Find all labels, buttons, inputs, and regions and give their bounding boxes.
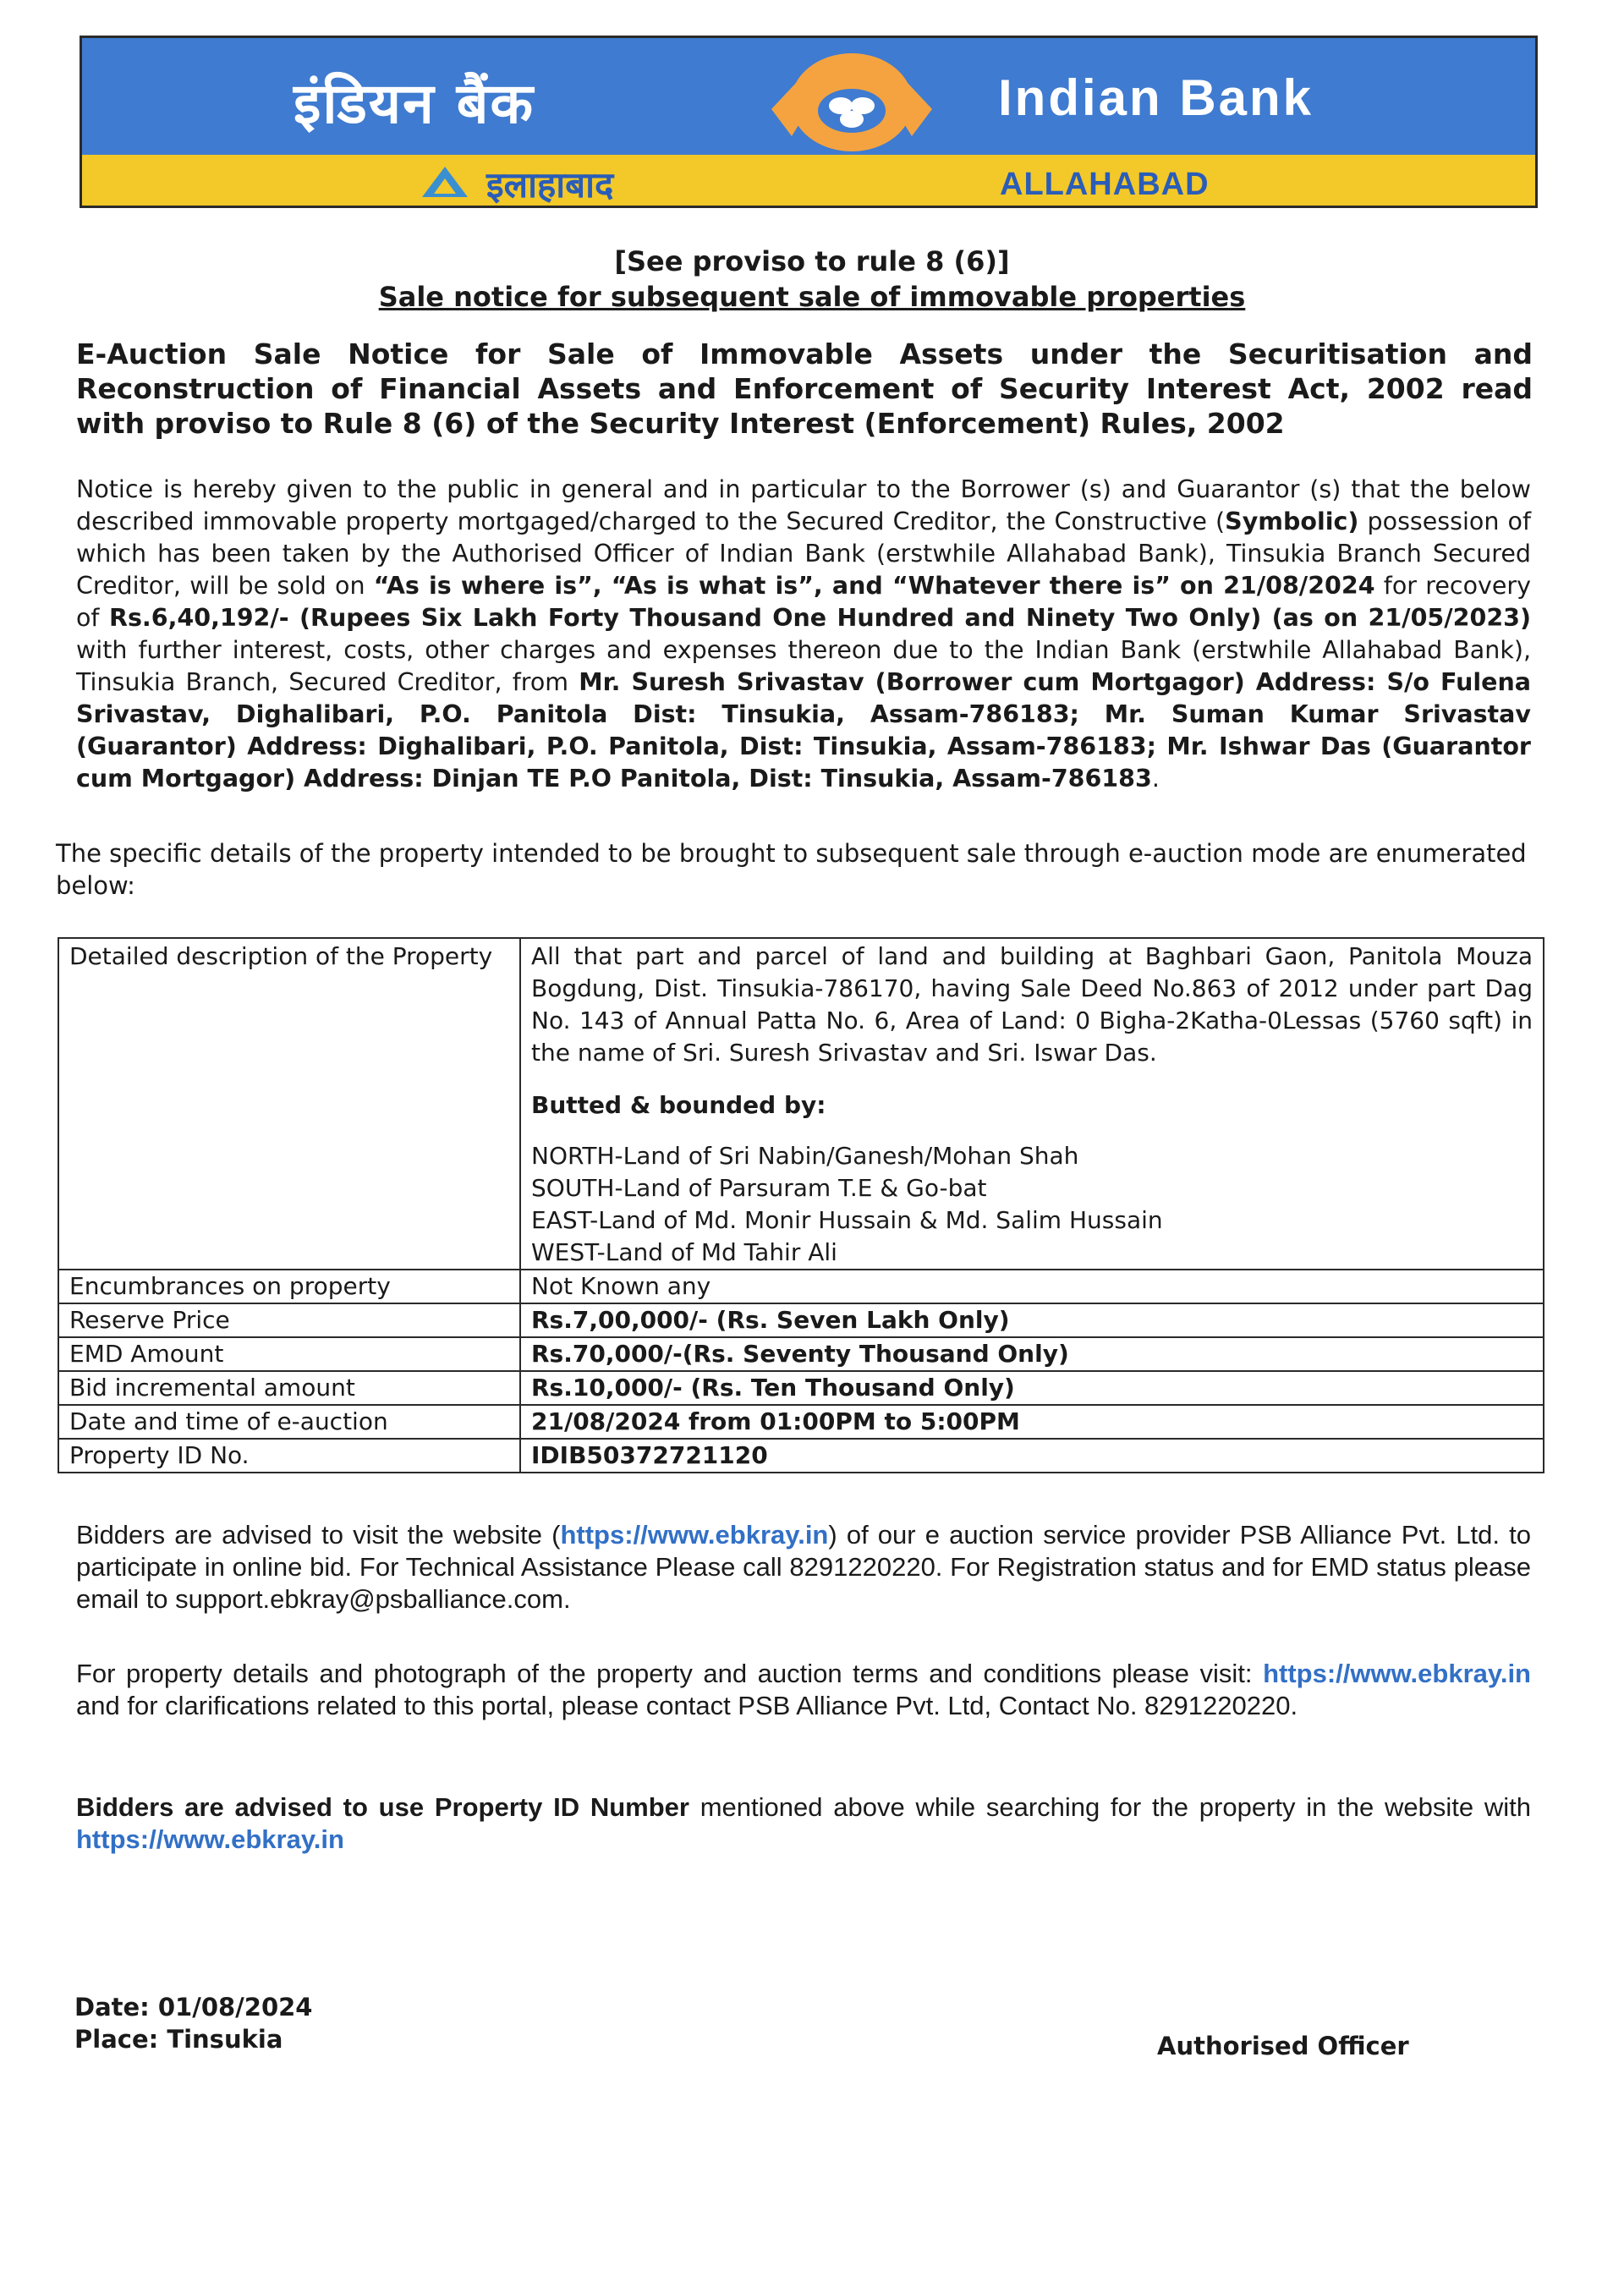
table-row (58, 1337, 1544, 1371)
allahabad-logo-icon (419, 163, 471, 200)
reserve-price-value: Rs.7,00,000/- (Rs. Seven Lakh Only) (520, 1303, 1544, 1337)
property-id-value: IDIB50372721120 (520, 1439, 1544, 1473)
indian-bank-logo-icon (763, 48, 941, 158)
description-label (58, 938, 520, 1270)
property-id-label: Property ID No. (58, 1439, 520, 1473)
property-details-table (58, 937, 1544, 1473)
allahabad-name-hindi: इलाहाबाद (486, 164, 614, 206)
intro-bold-symbolic: Symbolic) (1225, 507, 1359, 535)
date-place-block (74, 1991, 312, 2055)
bidders-text-2a: For property details and photograph of the property and auction terms and conditions please visit: (76, 1659, 1264, 1688)
table-row (58, 1405, 1544, 1439)
encumbrances-value: Not Known any (520, 1270, 1544, 1303)
auction-datetime-value: 21/08/2024 from 01:00PM to 5:00PM (520, 1405, 1544, 1439)
table-row (58, 1270, 1544, 1303)
notice-date: Date: 01/08/2024 (74, 1993, 313, 2021)
emd-amount-label: EMD Amount (58, 1337, 520, 1371)
bidders-website-paragraph (76, 1519, 1531, 1616)
table-row (58, 1303, 1544, 1337)
bank-name-hindi: इंडियन बैंक (294, 71, 535, 136)
intro-text-2: possession of which has been taken by the Authorised Officer of Indian Bank (erstwhile Allahabad Bank), Tinsukia Branch Secured Creditor, will be sold on (76, 507, 1532, 600)
description-label-text: Detailed description of the Property (69, 942, 493, 970)
intro-text-4: with further interest, costs, other charges and expenses thereon due to the Indian Bank (erstwhile Allahabad Bank), Tinsukia Branch, Secured Creditor, from (76, 636, 1531, 696)
bidders-text-1a: Bidders are advised to visit the website ( (76, 1520, 561, 1550)
proviso-heading: [See proviso to rule 8 (6)] (614, 245, 1010, 277)
property-description: All that part and parcel of land and building at Baghbari Gaon, Panitola Mouza Bogdung, Dist. Tinsukia-786170, having Sale Deed No.863 of 2012 under part Dag No. 143 of Annual Patta No. 6, Area of Land: 0 Bigha-2Katha-0Lessas (5760 sqft) in the name of Sri. Suresh Srivastav and Sri. Iswar Das. (531, 942, 1533, 1067)
table-row (58, 938, 1544, 1270)
table-row (58, 1439, 1544, 1473)
bid-increment-value: Rs.10,000/- (Rs. Ten Thousand Only) (520, 1371, 1544, 1405)
bidders-bold-advice: Bidders are advised to use Property ID Number (76, 1792, 689, 1822)
boundary-north: NORTH-Land of Sri Nabin/Ganesh/Mohan Shah (531, 1142, 1079, 1170)
sale-notice-heading: Sale notice for subsequent sale of immovable properties (378, 281, 1246, 313)
property-details-paragraph (76, 1658, 1531, 1722)
ebkray-link[interactable]: https://www.ebkray.in (76, 1824, 344, 1854)
banner-yellow-band (82, 155, 1535, 208)
bid-increment-label: Bid incremental amount (58, 1371, 520, 1405)
intro-bold-recovery-amount: Rs.6,40,192/- (Rupees Six Lakh Forty Thousand One Hundred and Ninety Two Only) (as on 21/05/2023) (109, 604, 1532, 632)
bidders-text-3b: mentioned above while searching for the property in the website with (689, 1792, 1531, 1822)
allahabad-name-english: ALLAHABAD (1000, 167, 1210, 202)
auction-datetime-label: Date and time of e-auction (58, 1405, 520, 1439)
boundary-south: SOUTH-Land of Parsuram T.E & Go-bat (531, 1174, 987, 1202)
intro-text-3: for recovery of (76, 572, 1531, 632)
bidders-text-1b: ) of our e auction service provider PSB Alliance Pvt. Ltd. to participate in online bid. For Technical Assistance Please call 8291220220. For Registration status and for EMD status please email to support.ebkray@psballiance.com. (76, 1520, 1531, 1614)
specific-details-text: The specific details of the property intended to be brought to subsequent sale through e-auction mode are enumerated below: (56, 839, 1527, 900)
table-row (58, 1371, 1544, 1405)
description-cell (520, 938, 1544, 1270)
encumbrances-label: Encumbrances on property (58, 1270, 520, 1303)
ebkray-link[interactable]: https://www.ebkray.in (1263, 1659, 1531, 1688)
bidders-text-2b: and for clarifications related to this portal, please contact PSB Alliance Pvt. Ltd, Contact No. 8291220220. (76, 1691, 1298, 1720)
bounded-title: Butted & bounded by: (531, 1091, 826, 1119)
bank-header-banner (80, 36, 1538, 208)
reserve-price-label: Reserve Price (58, 1303, 520, 1337)
notice-title: E-Auction Sale Notice for Sale of Immovable Assets under the Securitisation and Reconstruction of Financial Assets and Enforcement of Security Interest Act, 2002 read with proviso to Rule 8 (6) of the Security Interest (Enforcement) Rules, 2002 (76, 337, 1533, 440)
boundary-west: WEST-Land of Md Tahir Ali (531, 1238, 837, 1266)
ebkray-link[interactable]: https://www.ebkray.in (560, 1520, 829, 1550)
property-id-advice-paragraph (76, 1791, 1531, 1856)
bank-name-english: Indian Bank (998, 69, 1314, 126)
authorised-officer-signature: Authorised Officer (1157, 2032, 1409, 2060)
boundary-east: EAST-Land of Md. Monir Hussain & Md. Salim Hussain (531, 1206, 1163, 1234)
intro-paragraph (76, 474, 1531, 795)
intro-bold-sale-terms: “As is where is”, “As is what is”, and “Whatever there is” on 21/08/2024 (373, 572, 1375, 600)
intro-text-1: Notice is hereby given to the public in general and in particular to the Borrower (s) and Guarantor (s) that the below described immovable property mortgaged/charged to the Secured Creditor, the Constructive ( (76, 475, 1531, 535)
emd-amount-value: Rs.70,000/-(Rs. Seventy Thousand Only) (520, 1337, 1544, 1371)
notice-place: Place: Tinsukia (74, 2025, 283, 2054)
intro-text-5: . (1151, 765, 1160, 793)
intro-bold-borrowers: Mr. Suresh Srivastav (Borrower cum Mortgagor) Address: S/o Fulena Srivastav, Dighalibari, P.O. Panitola Dist: Tinsukia, Assam-786183; Mr. Suman Kumar Srivastav (Guarantor) Address: Dighalibari, P.O. Panitola, Dist: Tinsukia, Assam-786183; Mr. Ishwar Das (Guarantor cum Mortgagor) Address: Dinjan TE P.O Panitola, Dist: Tinsukia, Assam-786183 (76, 668, 1531, 793)
